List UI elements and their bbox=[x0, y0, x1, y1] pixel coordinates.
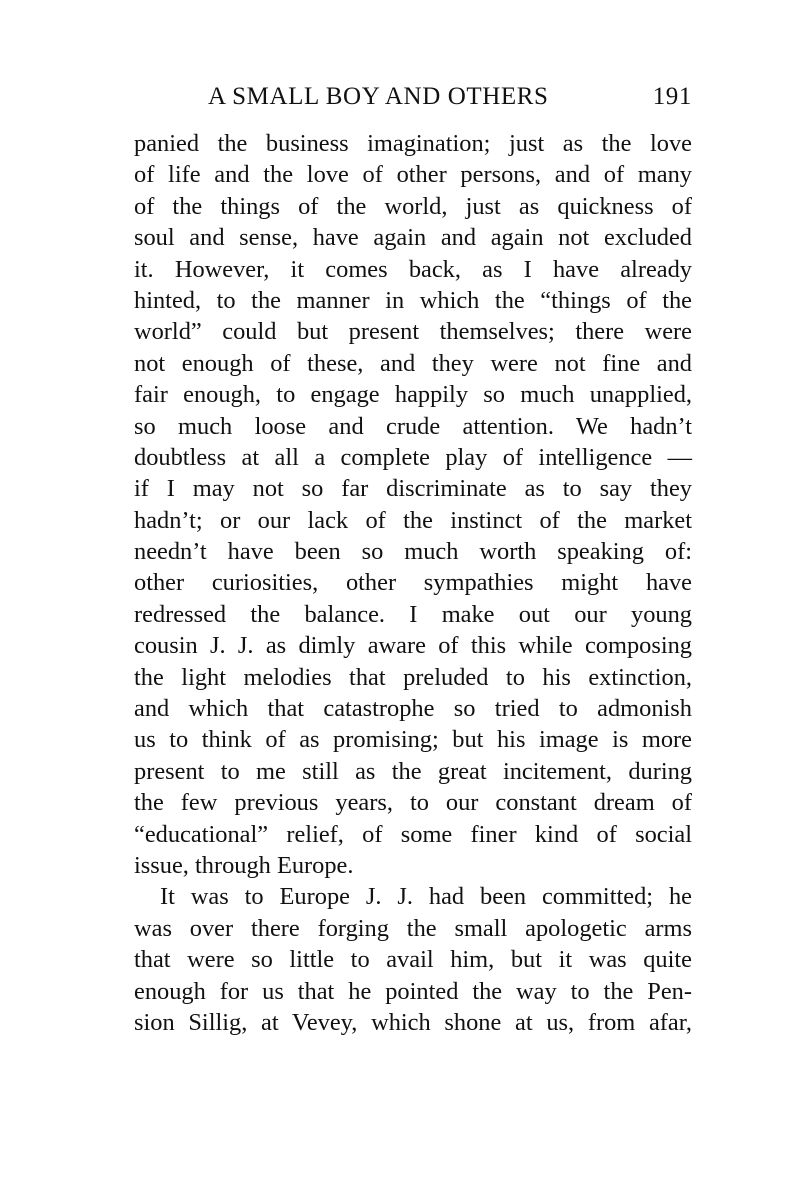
text-line: not enough of these, and they were not fine and bbox=[134, 349, 692, 377]
text-line: other curiosities, other sympathies might have bbox=[134, 569, 692, 597]
text-line: present to me still as the great incitement, during bbox=[134, 757, 692, 785]
text-line: needn’t have been so much worth speaking of: bbox=[134, 538, 692, 566]
text-line: and which that catastrophe so tried to admonish bbox=[134, 695, 692, 723]
text-line: was over there forging the small apologetic arms bbox=[134, 914, 692, 942]
text-line: that were so little to avail him, but it was quite bbox=[134, 946, 692, 974]
text-line: of the things of the world, just as quickness of bbox=[134, 192, 692, 220]
text-line: world” could but present themselves; there were bbox=[134, 318, 692, 346]
body-text bbox=[134, 128, 692, 1038]
text-line: redressed the balance. I make out our young bbox=[134, 600, 692, 628]
text-line: hinted, to the manner in which the “things of the bbox=[134, 286, 692, 314]
page-number: 191 bbox=[652, 83, 692, 110]
paragraph-1 bbox=[134, 128, 692, 881]
paragraph-2 bbox=[134, 881, 692, 1038]
text-line: the few previous years, to our constant dream of bbox=[134, 789, 692, 817]
page-header bbox=[208, 80, 692, 114]
text-line: soul and sense, have again and again not excluded bbox=[134, 224, 692, 252]
text-line: the light melodies that preluded to his extinction, bbox=[134, 663, 692, 691]
text-line: fair enough, to engage happily so much unapplied, bbox=[134, 381, 692, 409]
text-line: sion Sillig, at Vevey, which shone at us, from afar, bbox=[134, 1008, 692, 1036]
text-line: panied the business imagination; just as the love bbox=[134, 130, 692, 157]
text-line: so much loose and crude attention. We hadn’t bbox=[134, 412, 692, 440]
text-line: doubtless at all a complete play of intelligence — bbox=[134, 443, 692, 471]
text-line: of life and the love of other persons, and of many bbox=[134, 161, 692, 189]
text-line: us to think of as promising; but his image is more bbox=[134, 726, 692, 754]
text-line: enough for us that he pointed the way to the Pen- bbox=[134, 977, 692, 1005]
text-line: if I may not so far discriminate as to say they bbox=[134, 475, 692, 503]
text-line: issue, through Europe. bbox=[134, 851, 354, 879]
text-line: “educational” relief, of some finer kind of social bbox=[134, 820, 692, 848]
text-line: It was to Europe J. J. had been committed; he bbox=[160, 883, 692, 911]
text-line: cousin J. J. as dimly aware of this while composing bbox=[134, 632, 692, 660]
text-line: hadn’t; or our lack of the instinct of the market bbox=[134, 506, 692, 534]
running-title: A SMALL BOY AND OTHERS bbox=[208, 83, 549, 110]
text-line: it. However, it comes back, as I have already bbox=[134, 255, 692, 283]
